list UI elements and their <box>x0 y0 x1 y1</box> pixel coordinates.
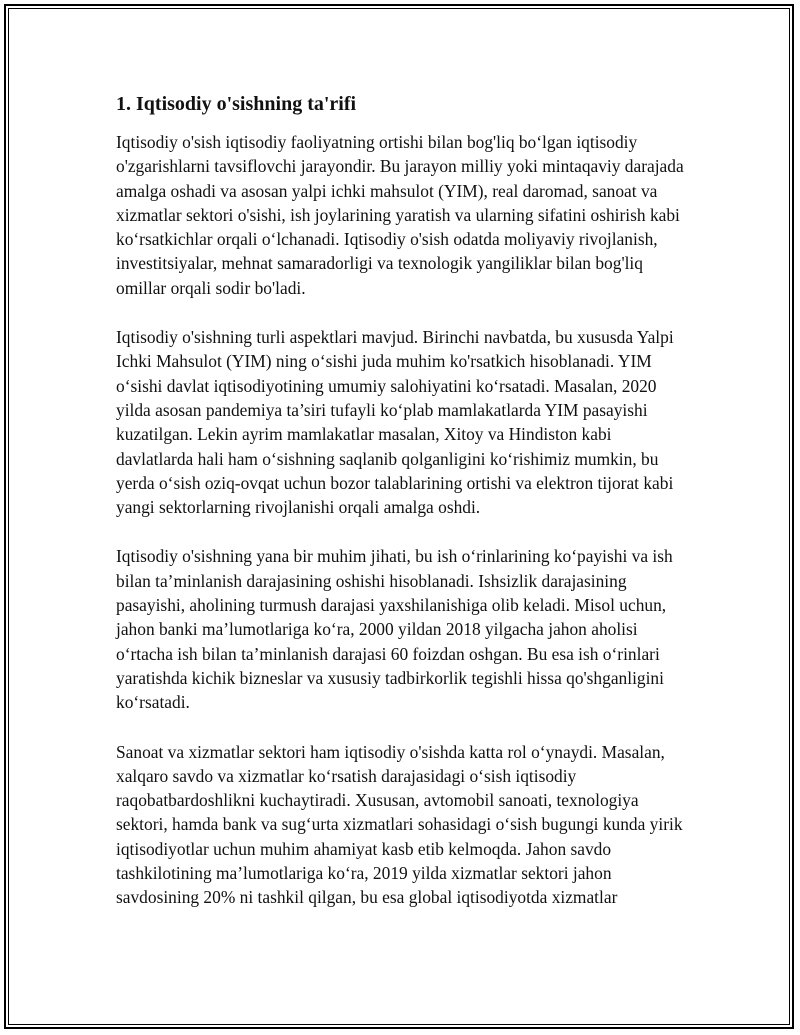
document-body <box>116 90 686 935</box>
section-heading: 1. Iqtisodiy o'sishning ta'rifi <box>116 93 357 115</box>
paragraph-4: Sanoat va xizmatlar sektori ham iqtisodiy o'sishda katta rol o‘ynaydi. Masalan, xalqaro savdo va xizmatlar ko‘rsatish darajasidagi o‘sish iqtisodiy raqobatbardoshlikni kuchaytiradi. Xususan, avtomobil sanoati, texnologiya sektori, hamda bank va sug‘urta xizmatlari sohasidagi o‘sish bugungi kunda yirik iqtisodiyotlar uchun muhim ahamiyat kasb etib kelmoqda. Jahon savdo tashkilotining ma’lumotlariga ko‘ra, 2019 yilda xizmatlar sektori jahon savdosining 20% ni tashkil qilgan, bu esa global iqtisodiyotda xizmatlar <box>116 741 683 908</box>
paragraph-1: Iqtisodiy o'sish iqtisodiy faoliyatning ortishi bilan bog'liq bo‘lgan iqtisodiy o'zgarishlarni tavsiflovchi jarayondir. Bu jarayon milliy yoki mintaqaviy darajada amalga oshadi va asosan yalpi ichki mahsulot (YIM), real daromad, sanoat va xizmatlar sektori o'sishi, ish joylarining yaratish va ularning sifatini oshirish kabi ko‘rsatkichlar orqali o‘lchanadi. Iqtisodiy o'sish odatda moliyaviy rivojlanish, investitsiyalar, mehnat samaradorligi va texnologik yangiliklar bilan bog'liq omillar orqali sodir bo'ladi. <box>116 132 684 298</box>
paragraph-3: Iqtisodiy o'sishning yana bir muhim jihati, bu ish o‘rinlarining ko‘payishi va ish bilan ta’minlanish darajasining oshishi hisoblanadi. Ishsizlik darajasining pasayishi, aholining turmush darajasi yaxshilanishiga olib keladi. Misol uchun, jahon banki ma’lumotlariga ko‘ra, 2000 yildan 2018 yilgacha jahon aholisi o‘rtacha ish bilan ta’minlanish darajasi 60 foizdan oshgan. Bu esa ish o‘rinlari yaratishda kichik bizneslar va xususiy tadbirkorlik tegishli hissa qo'shganligini ko‘rsatadi. <box>116 546 673 713</box>
paragraph-2: Iqtisodiy o'sishning turli aspektlari mavjud. Birinchi navbatda, bu xususda Yalpi Ichki Mahsulot (YIM) ning o‘sishi juda muhim ko'rsatkich hisoblanadi. YIM o‘sishi davlat iqtisodiyotining umumiy salohiyatini ko‘rsatadi. Masalan, 2020 yilda asosan pandemiya ta’siri tufayli ko‘plab mamlakatlarda YIM pasayishi kuzatilgan. Lekin ayrim mamlakatlar masalan, Xitoy va Hindiston kabi davlatlarda hali ham o‘sishning saqlanib qolganligini ko‘rishimiz mumkin, bu yerda o‘sish oziq-ovqat uchun bozor talablarining ortishi va elektron tijorat kabi yangi sektorlarning rivojlanishi orqali amalga oshdi. <box>116 327 674 518</box>
